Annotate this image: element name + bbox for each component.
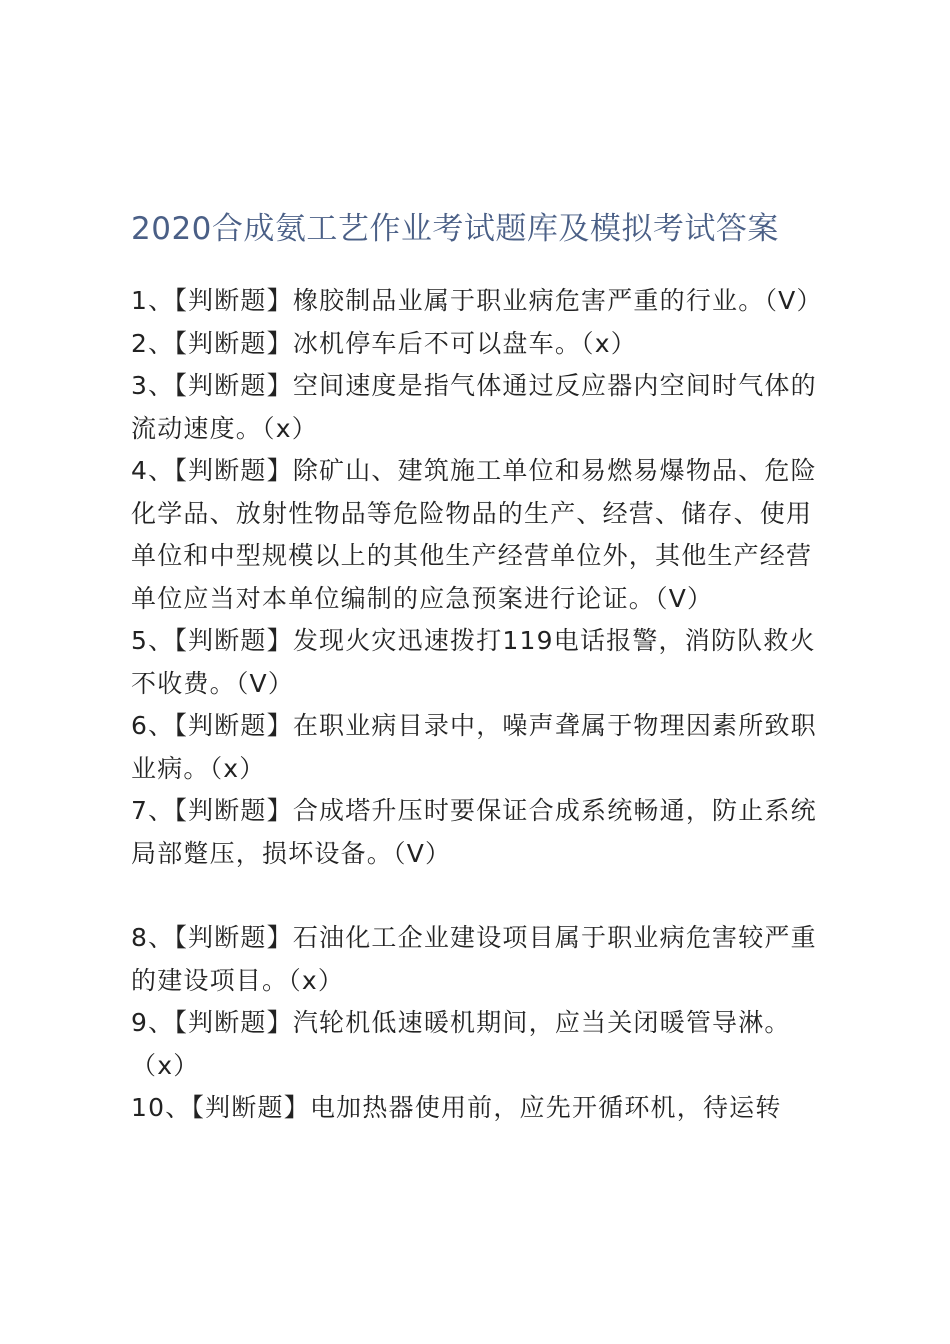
- question-type-tag: 【判断题】: [174, 456, 293, 485]
- question-item: [131, 705, 831, 790]
- question-type-tag: 【判断题】: [174, 796, 293, 825]
- question-text: 汽轮机低速暖机期间，应当关闭暖管导淋。: [292, 1008, 791, 1037]
- question-item: [131, 790, 831, 875]
- question-item: [131, 323, 831, 366]
- question-item: [131, 365, 831, 450]
- question-number: 2、: [131, 328, 175, 358]
- question-type-tag: 【判断题】: [174, 923, 293, 952]
- document-title: 2020合成氨工艺作业考试题库及模拟考试答案: [131, 211, 779, 247]
- question-answer: （x）: [288, 965, 345, 995]
- question-item: [131, 1002, 831, 1087]
- question-text: 冰机停车后不可以盘车。: [292, 328, 582, 358]
- question-type-tag: 【判断题】: [174, 711, 293, 740]
- question-item: [131, 280, 831, 323]
- question-answer: （V）: [393, 838, 452, 868]
- question-text: 电加热器使用前，应先开循环机，待运转: [309, 1093, 782, 1122]
- question-answer: （x）: [262, 413, 318, 443]
- question-number: 8、: [131, 923, 175, 952]
- question-number: 1、: [131, 286, 175, 315]
- question-type-tag: 【判断题】: [174, 1008, 293, 1037]
- question-answer: （V）: [235, 668, 295, 698]
- question-item: [131, 620, 831, 705]
- question-type-tag: 【判断题】: [174, 626, 293, 655]
- question-text: 发现火灾迅速拨打119电话报警，消防队救火不收费。: [131, 626, 816, 698]
- question-text: 在职业病目录中，噪声聋属于物理因素所致职业病。: [131, 711, 817, 783]
- question-item: [131, 1087, 831, 1130]
- question-number: 3、: [131, 371, 175, 400]
- question-text: 合成塔升压时要保证合成系统畅通，防止系统局部蹩压，损坏设备。: [131, 796, 817, 868]
- question-type-tag: 【判断题】: [174, 286, 293, 315]
- question-answer: （V）: [764, 286, 823, 315]
- question-number: 7、: [131, 796, 175, 825]
- question-answer: （x）: [581, 328, 637, 358]
- question-number: 10、: [131, 1093, 192, 1122]
- question-number: 4、: [131, 456, 175, 485]
- question-answer: （x）: [209, 753, 266, 783]
- question-answer: （x）: [131, 1050, 200, 1080]
- question-list: [131, 280, 831, 1130]
- question-number: 9、: [131, 1008, 175, 1037]
- question-text: 除矿山、建筑施工单位和易燃易爆物品、危险化学品、放射性物品等危险物品的生产、经营、储存、使用单位和中型规模以上的其他生产经营单位外，其他生产经营单位应当对本单位编制的应急预案进行论证。: [131, 456, 817, 613]
- question-type-tag: 【判断题】: [191, 1093, 310, 1122]
- question-item: [131, 917, 831, 1002]
- question-type-tag: 【判断题】: [174, 328, 293, 358]
- question-number: 6、: [131, 711, 175, 740]
- question-type-tag: 【判断题】: [174, 371, 293, 400]
- question-text: 空间速度是指气体通过反应器内空间时气体的流动速度。: [131, 371, 817, 443]
- question-text: 橡胶制品业属于职业病危害严重的行业。: [292, 286, 765, 315]
- question-number: 5、: [131, 626, 175, 655]
- question-item: [131, 450, 831, 620]
- question-text: 石油化工企业建设项目属于职业病危害较严重的建设项目。: [131, 923, 817, 995]
- question-answer: （V）: [655, 583, 714, 613]
